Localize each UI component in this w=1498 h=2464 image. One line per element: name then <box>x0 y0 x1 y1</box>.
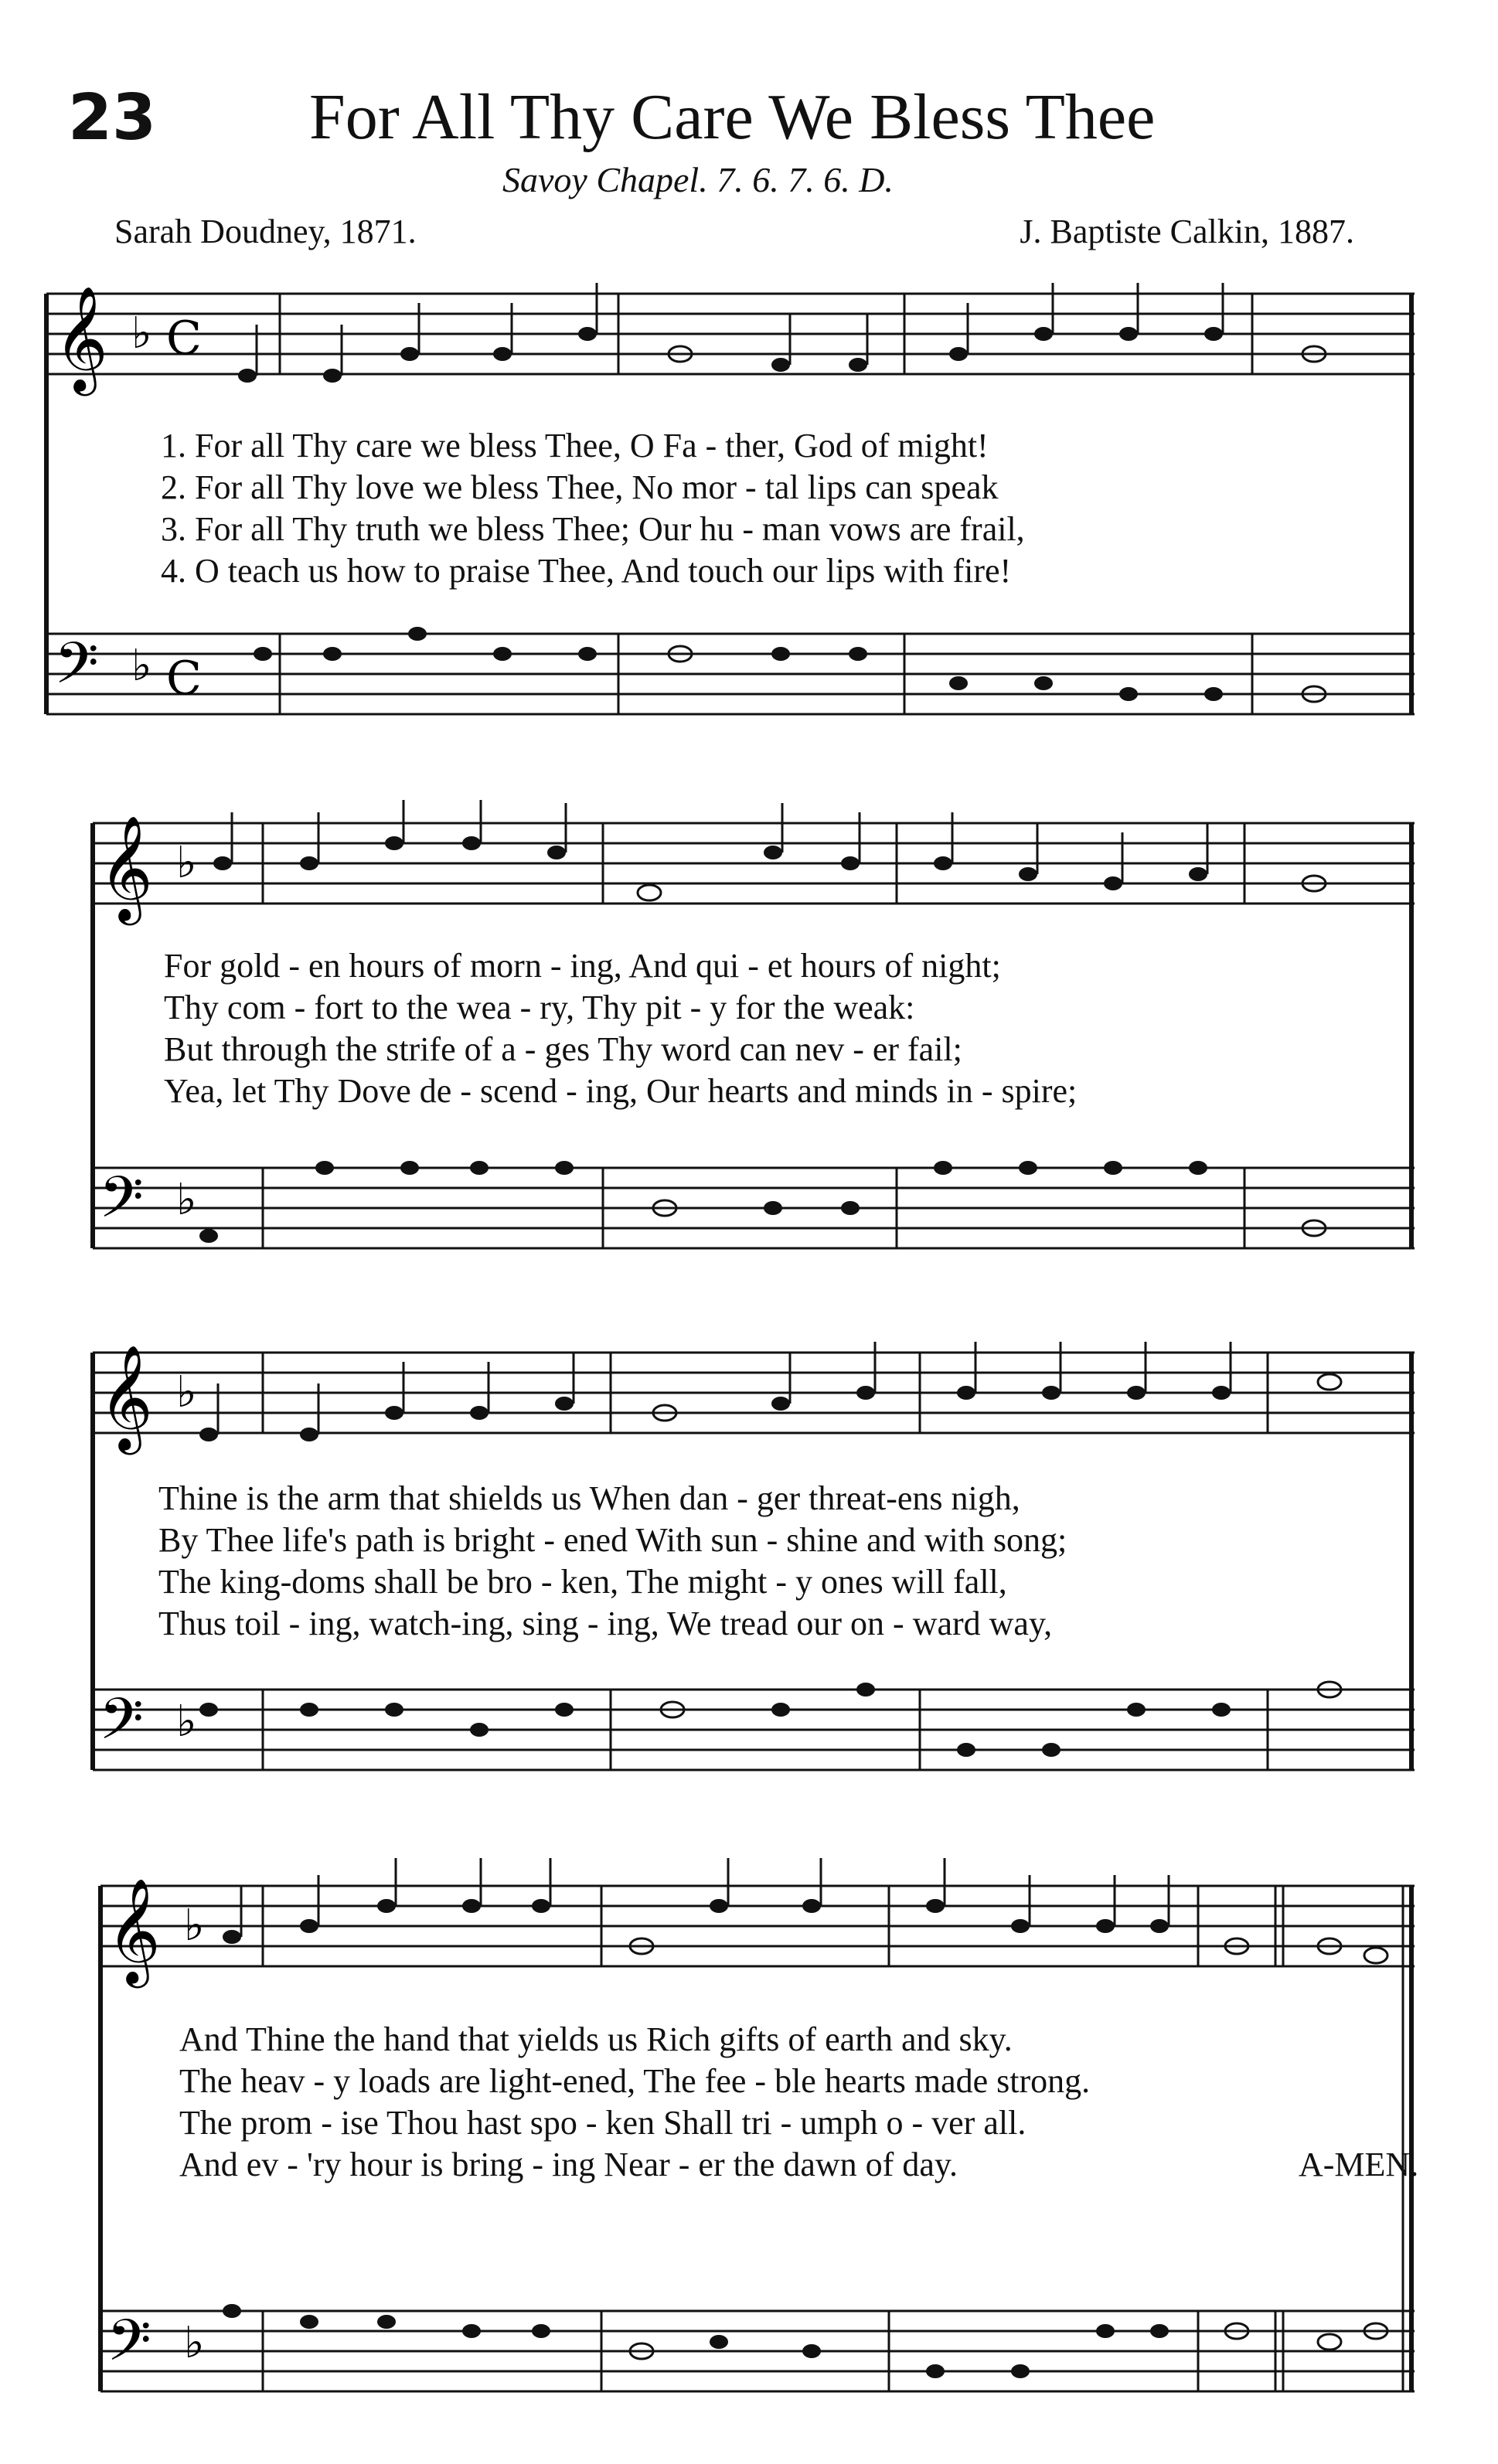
lyric-line: Thy com - fort to the wea - ry, Thy pit - y for the weak: <box>164 989 915 1026</box>
svg-text:C: C <box>166 652 202 706</box>
lyric-line: For gold - en hours of morn - ing, And qui - et hours of night; <box>164 947 1001 985</box>
svg-text:♭: ♭ <box>176 838 197 888</box>
lyric-line: By Thee life's path is bright - ened With sun - shine and with song; <box>158 1521 1067 1559</box>
svg-text:♭: ♭ <box>176 1697 197 1747</box>
lyric-line: 1. For all Thy care we bless Thee, O Fa - ther, God of might! <box>161 427 989 465</box>
svg-text:♭: ♭ <box>176 1367 197 1417</box>
svg-text:♭: ♭ <box>184 1901 205 1951</box>
lyric-line: 3. For all Thy truth we bless Thee; Our hu - man vows are frail, <box>161 510 1025 548</box>
amen-label: A-MEN. <box>1299 2146 1419 2183</box>
svg-text:♭: ♭ <box>131 308 152 359</box>
hymn-number: 23 <box>68 81 157 155</box>
svg-text:𝄞: 𝄞 <box>99 814 153 921</box>
svg-text:𝄢: 𝄢 <box>99 1164 144 1245</box>
svg-text:𝄢: 𝄢 <box>99 1686 144 1767</box>
lyric-line: And ev - 'ry hour is bring - ing Near - er the dawn of day. <box>179 2146 958 2183</box>
composer-credit: J. Baptiste Calkin, 1887. <box>1020 213 1354 250</box>
lyric-line: 2. For all Thy love we bless Thee, No mor - tal lips can speak <box>161 468 999 506</box>
lyric-line: The king-doms shall be bro - ken, The might - y ones will fall, <box>158 1563 1007 1601</box>
lyric-line: Thine is the arm that shields us When dan - ger threat-ens nigh, <box>158 1479 1020 1517</box>
music-system-2 <box>0 800 1498 1295</box>
svg-text:♭: ♭ <box>184 2318 205 2368</box>
music-system-1 <box>0 271 1498 750</box>
lyric-line: The prom - ise Thou hast spo - ken Shall tri - umph o - ver all. <box>179 2104 1026 2142</box>
lyric-line: 4. O teach us how to praise Thee, And touch our lips with fire! <box>161 552 1012 590</box>
lyric-line: But through the strife of a - ges Thy word can nev - er fail; <box>164 1030 962 1068</box>
tune-meter: Savoy Chapel. 7. 6. 7. 6. D. <box>502 160 894 199</box>
svg-text:C: C <box>166 311 202 366</box>
lyric-line: Thus toil - ing, watch-ing, sing - ing, We tread our on - ward way, <box>158 1605 1053 1642</box>
svg-text:♭: ♭ <box>176 1175 197 1225</box>
svg-text:𝄢: 𝄢 <box>54 630 99 711</box>
author-credit: Sarah Doudney, 1871. <box>114 213 417 250</box>
svg-text:𝄞: 𝄞 <box>54 284 108 391</box>
hymn-title: For All Thy Care We Bless Thee <box>309 81 1156 153</box>
lyric-line: Yea, let Thy Dove de - scend - ing, Our hearts and minds in - spire; <box>164 1072 1078 1110</box>
svg-text:𝄢: 𝄢 <box>107 2307 152 2388</box>
lyric-line: The heav - y loads are light-ened, The fee - ble hearts made strong. <box>179 2062 1091 2100</box>
svg-text:♭: ♭ <box>131 641 152 691</box>
svg-text:𝄞: 𝄞 <box>99 1343 153 1450</box>
music-system-4 <box>0 1855 1498 2442</box>
lyric-line: And Thine the hand that yields us Rich gifts of earth and sky. <box>179 2020 1013 2058</box>
music-system-3 <box>0 1329 1498 1809</box>
svg-text:𝄞: 𝄞 <box>107 1877 161 1983</box>
